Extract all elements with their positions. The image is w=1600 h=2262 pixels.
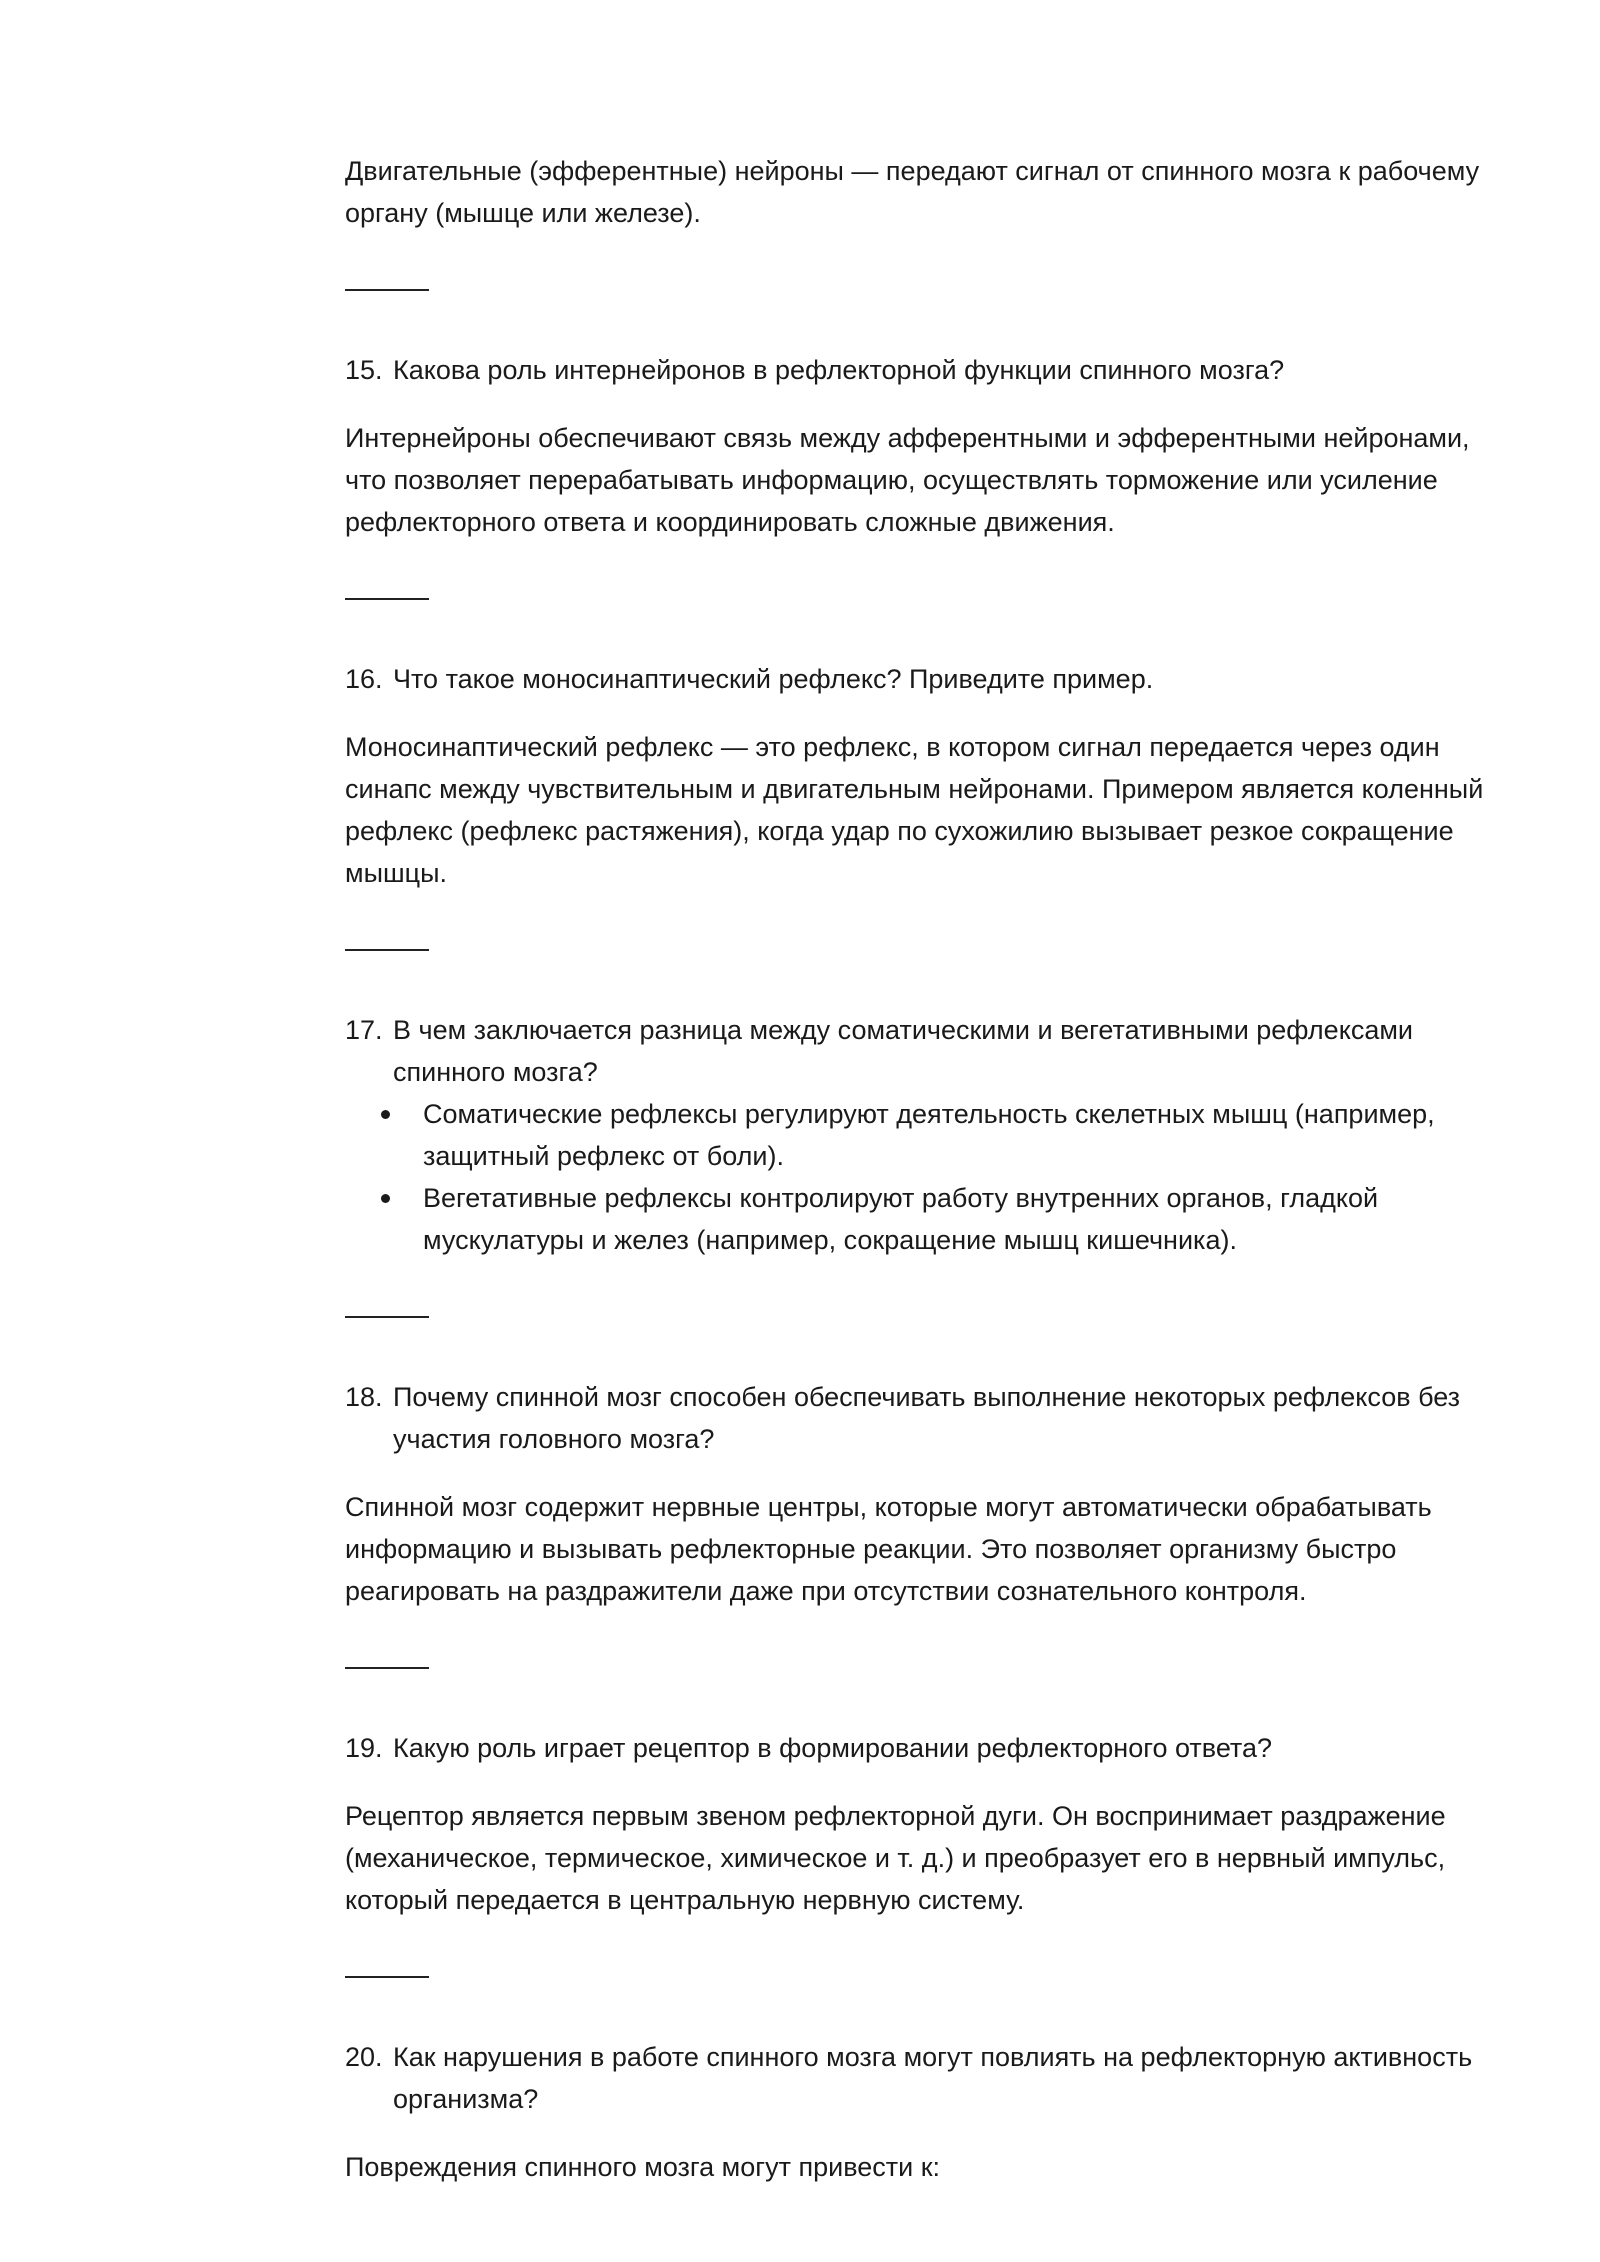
question-17 [345, 1009, 1505, 1093]
separator [345, 1976, 429, 1978]
answer-20: Повреждения спинного мозга могут привести к: [345, 2152, 941, 2182]
question-16 [345, 658, 1505, 700]
separator [345, 598, 429, 600]
list-item: Вегетативные рефлексы контролируют работу внутренних органов, гладкой мускулатуры и желез (например, сокращение мышц кишечника). [393, 1177, 1505, 1261]
question-text: В чем заключается разница между соматическими и вегетативными рефлексами спинного мозга? [393, 1015, 1413, 1087]
question-text: Что такое моносинаптический рефлекс? Приведите пример. [393, 664, 1154, 694]
question-number: 15. [345, 355, 383, 385]
question-text: Какую роль играет рецептор в формировании рефлекторного ответа? [393, 1733, 1273, 1763]
document-page [345, 150, 1505, 2188]
answer-17-list [345, 1093, 1505, 1261]
question-text: Какова роль интернейронов в рефлекторной функции спинного мозга? [393, 355, 1285, 385]
separator [345, 949, 429, 951]
answer-16: Моносинаптический рефлекс — это рефлекс, в котором сигнал передается через один синапс между чувствительным и двигательным нейронами. Примером является коленный рефлекс (рефлекс растяжения), когда удар по сухожилию вызывает резкое сокращение мышцы. [345, 732, 1484, 888]
question-number: 17. [345, 1015, 383, 1045]
question-number: 19. [345, 1733, 383, 1763]
question-number: 18. [345, 1382, 383, 1412]
question-19 [345, 1727, 1505, 1769]
answer-18: Спинной мозг содержит нервные центры, которые могут автоматически обрабатывать информацию и вызывать рефлекторные реакции. Это позволяет организму быстро реагировать на раздражители даже при отсутствии сознательного контроля. [345, 1492, 1432, 1606]
question-20 [345, 2036, 1505, 2120]
separator [345, 289, 429, 291]
question-18 [345, 1376, 1505, 1460]
intro-paragraph: Двигательные (эфферентные) нейроны — передают сигнал от спинного мозга к рабочему органу (мышце или железе). [345, 156, 1480, 228]
question-text: Почему спинной мозг способен обеспечивать выполнение некоторых рефлексов без участия головного мозга? [393, 1382, 1461, 1454]
question-number: 16. [345, 664, 383, 694]
separator [345, 1667, 429, 1669]
question-number: 20. [345, 2042, 383, 2072]
question-text: Как нарушения в работе спинного мозга могут повлиять на рефлекторную активность организма? [393, 2042, 1473, 2114]
answer-15: Интернейроны обеспечивают связь между афферентными и эфферентными нейронами, что позволяет перерабатывать информацию, осуществлять торможение или усиление рефлекторного ответа и координировать сложные движения. [345, 423, 1470, 537]
separator [345, 1316, 429, 1318]
answer-19: Рецептор является первым звеном рефлекторной дуги. Он воспринимает раздражение (механическое, термическое, химическое и т. д.) и преобразует его в нервный импульс, который передается в центральную нервную систему. [345, 1801, 1446, 1915]
question-15 [345, 349, 1505, 391]
list-item: Соматические рефлексы регулируют деятельность скелетных мышц (например, защитный рефлекс от боли). [393, 1093, 1505, 1177]
